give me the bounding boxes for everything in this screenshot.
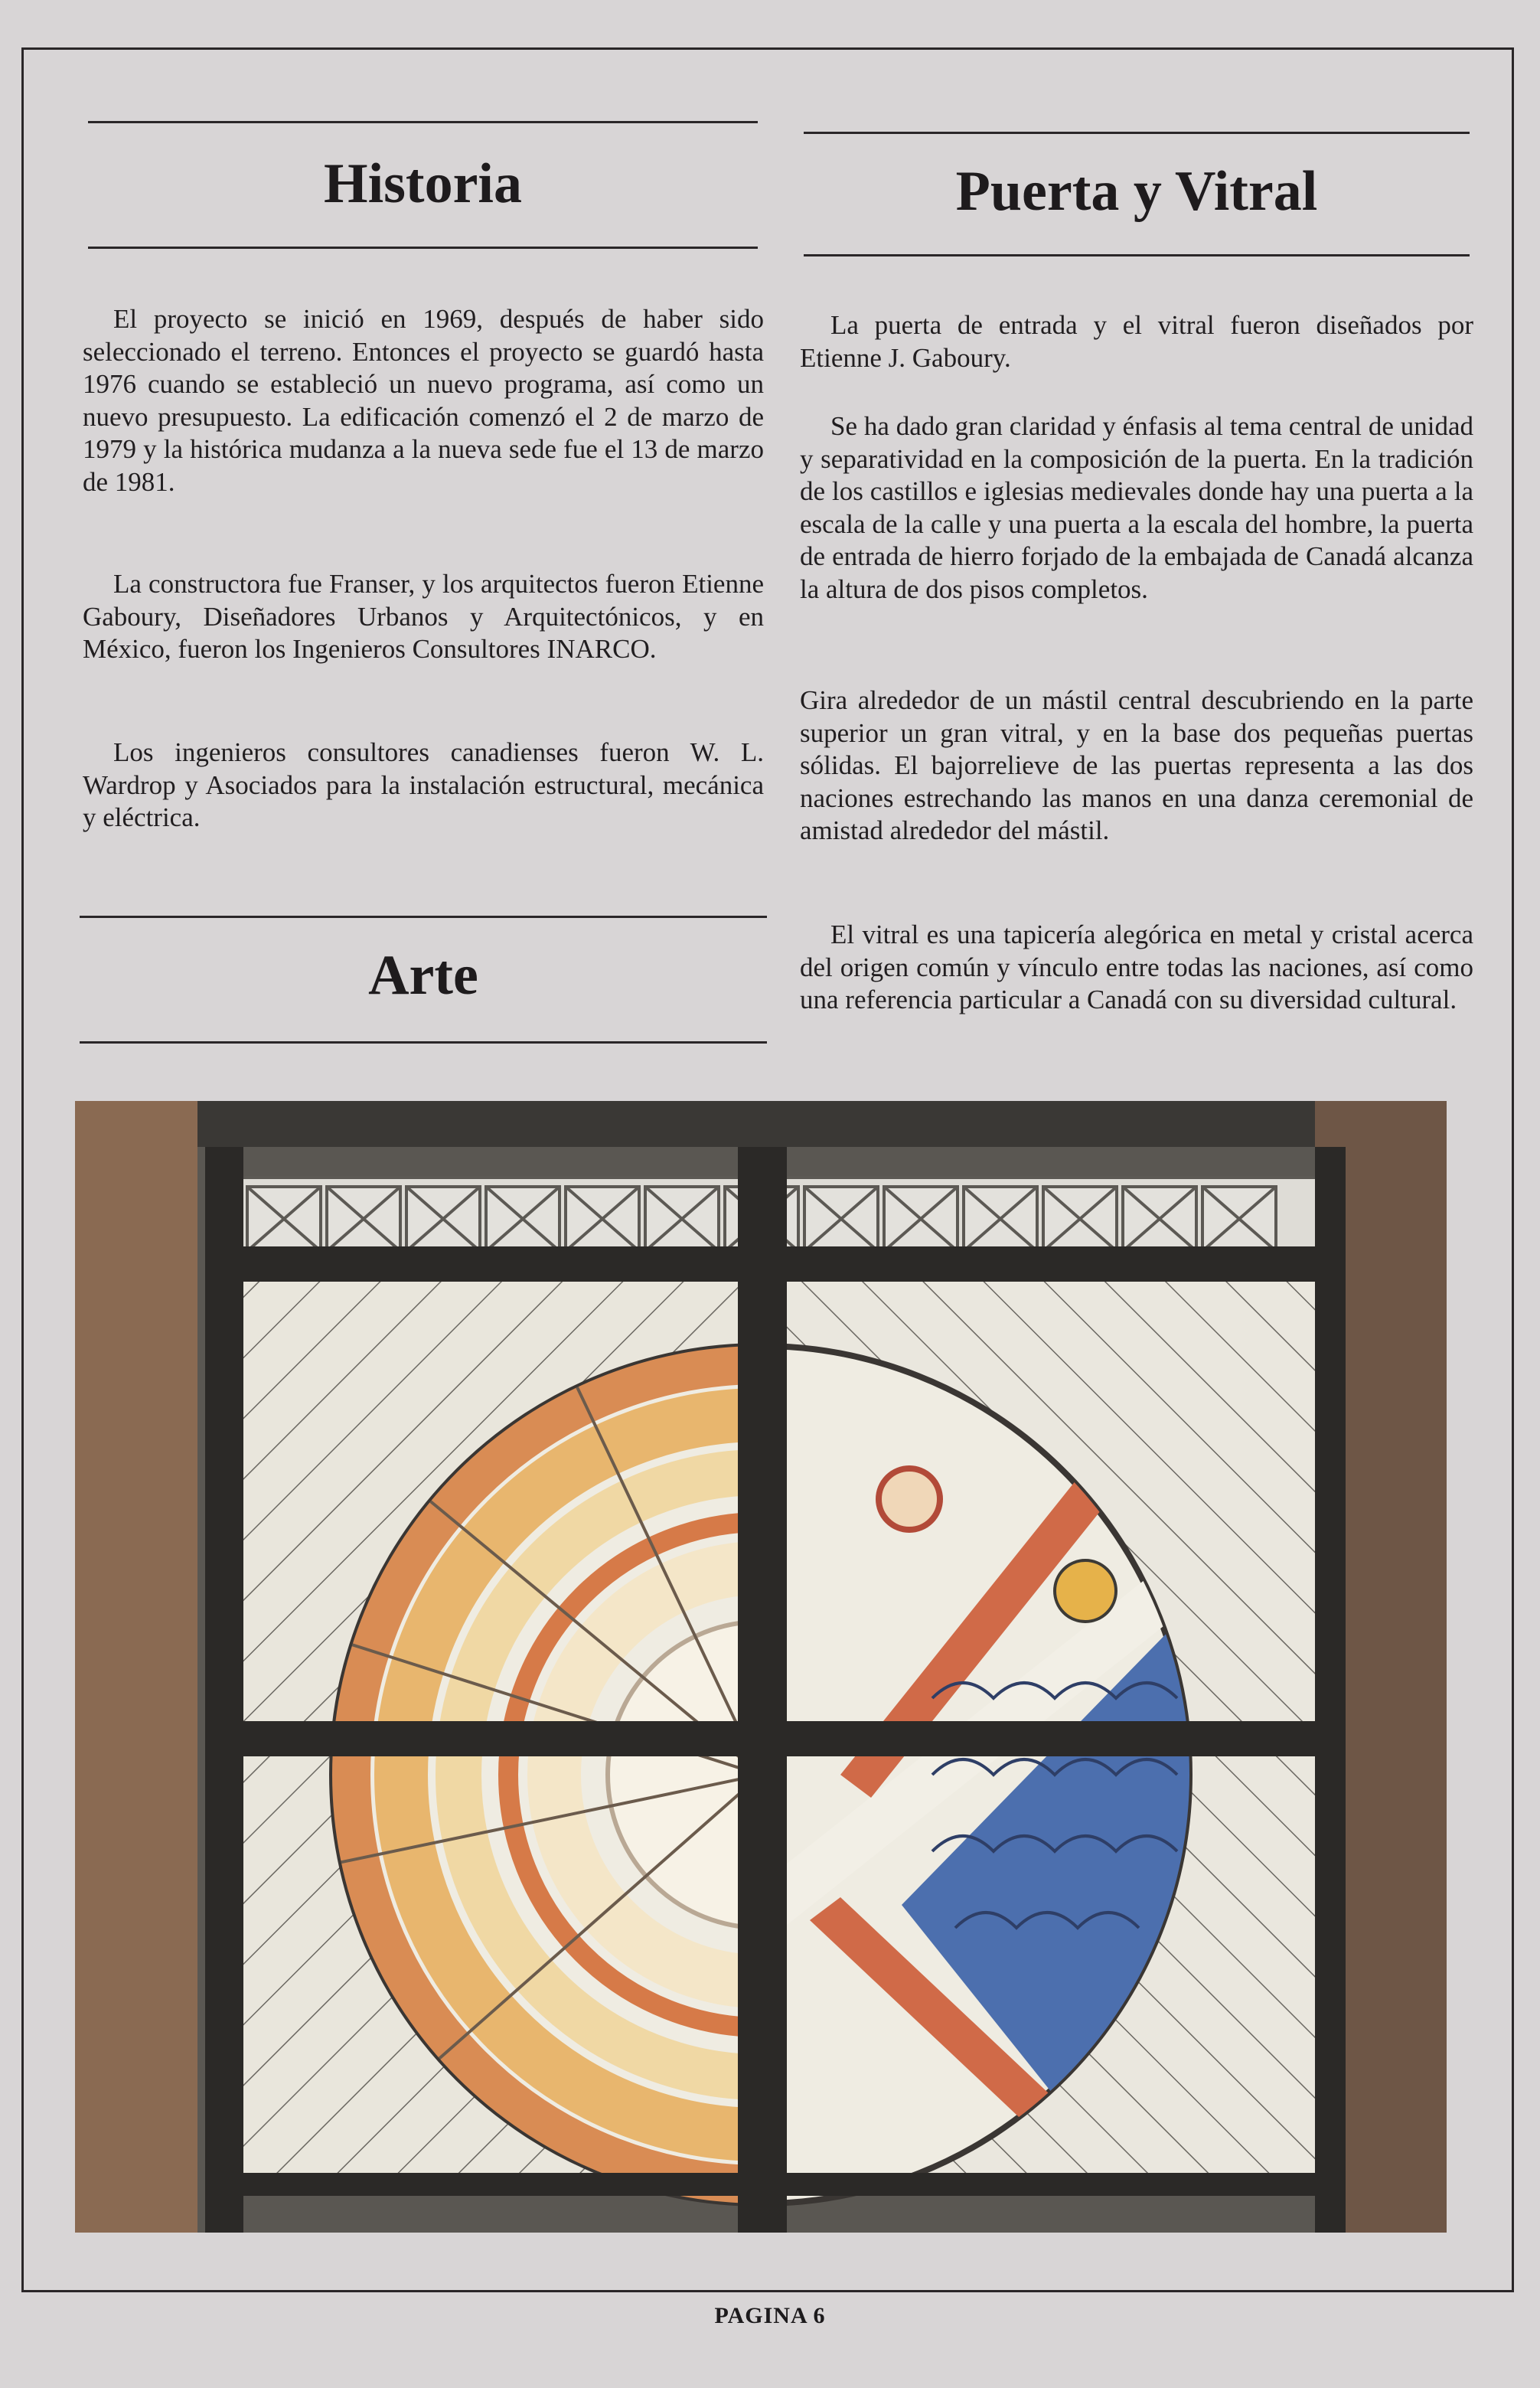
stained-glass-illustration (75, 1101, 1447, 2233)
puerta-paragraph-4: El vitral es una tapicería alegórica en metal y cristal acerca del origen común y vínculo entre todas las naciones, así como una referencia particular a Canadá con su diversidad cultural. (800, 920, 1473, 1014)
page-number: PAGINA 6 (714, 2303, 826, 2328)
puerta-top-rule (804, 132, 1470, 134)
puerta-bottom-rule (804, 254, 1470, 256)
historia-top-rule (88, 121, 758, 123)
historia-paragraph-1: El proyecto se inició en 1969, después de haber sido seleccionado el terreno. Entonces el proyecto se guardó hasta 1976 cuando se estableció un nuevo programa, así como un nuevo presupuesto. La edificación comenzó el 2 de marzo de 1979 y la histórica mudanza a la nueva sede fue el 13 de marzo de 1981. (83, 304, 764, 497)
puerta-paragraph-3: Gira alrededor de un mástil central descubriendo en la parte superior un gran vitral, y en la base dos pequeñas puertas sólidas. El bajorrelieve de las puertas representa a las dos naciones estrechando las manos en una danza ceremonial de amistad alrededor del mástil. (800, 685, 1473, 845)
puerta-paragraph-2: Se ha dado gran claridad y énfasis al tema central de unidad y separatividad en la composición de la puerta. En la tradición de los castillos e iglesias medievales donde hay una puerta a la escala de la calle y una puerta a la escala del hombre, la puerta de entrada de hierro forjado de la embajada de Canadá alcanza la altura de dos pisos completos. (800, 411, 1473, 604)
arte-bottom-rule (80, 1041, 767, 1044)
puerta-paragraph-1: La puerta de entrada y el vitral fueron diseñados por Etienne J. Gaboury. (800, 310, 1473, 373)
historia-heading: Historia (324, 152, 522, 215)
historia-paragraph-3: Los ingenieros consultores canadienses fueron W. L. Wardrop y Asociados para la instalación estructural, mecánica y eléctrica. (83, 737, 764, 832)
arte-top-rule (80, 916, 767, 918)
puerta-heading: Puerta y Vitral (955, 160, 1318, 223)
historia-paragraph-2: La constructora fue Franser, y los arquitectos fueron Etienne Gaboury, Diseñadores Urbanos y Arquitectónicos, y en México, fueron los Ingenieros Consultores INARCO. (83, 569, 764, 664)
historia-bottom-rule (88, 247, 758, 249)
arte-heading: Arte (368, 944, 478, 1007)
stained-glass-photo (75, 1101, 1447, 2233)
